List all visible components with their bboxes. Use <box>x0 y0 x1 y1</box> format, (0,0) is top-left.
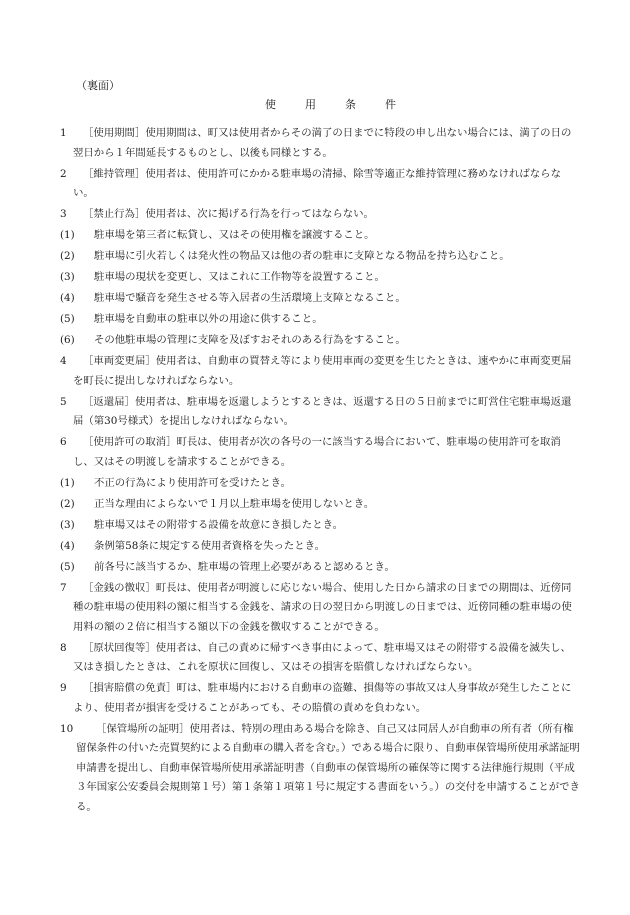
clause-text: 正当な理由によらないで１月以上駐車場を使用しないとき。 <box>94 497 375 510</box>
clause-item <box>60 393 580 432</box>
clause-number: 10 <box>60 722 74 735</box>
clause-text: 駐車場を第三者に転貸し、又はその使用権を譲渡すること。 <box>94 229 375 241</box>
clause-subitem <box>60 289 580 309</box>
clause-text: 町は、駐車場内における自動車の盗難、損傷等の事故又は人身事故が発生したことにより、使用者が損害を受けることがあっても、その賠償の責めを負わない。 <box>73 682 572 714</box>
clause-text: その他駐車場の管理に支障を及ぼすおそれのある行為をすること。 <box>94 334 406 346</box>
clause-subitem <box>60 558 580 578</box>
clause-subitem <box>60 516 580 536</box>
clause-text: 使用者は、自己の責めに帰すべき事由によって、駐車場又はその附帯する設備を滅失し、又はき損したときは、これを原状に回復し、又はその損害を賠償しなければならない。 <box>73 641 571 673</box>
clause-item <box>60 205 580 225</box>
clause-number: (1) <box>60 229 75 241</box>
clause-number: 1 <box>60 127 67 139</box>
clause-number: (6) <box>60 334 75 346</box>
reverse-side-label: （裏面） <box>76 79 120 92</box>
clause-text: 使用者は、駐車場を返還しようとするときは、返還する日の５日前までに町営住宅駐車場返還届（第30号様式）を提出しなければならない。 <box>73 395 572 427</box>
clause-heading: ［返還届］ <box>83 395 135 408</box>
clause-heading: ［原状回復等］ <box>83 641 156 654</box>
clause-number: 6 <box>60 436 67 448</box>
clause-number: 3 <box>60 208 67 220</box>
clause-item <box>60 165 580 204</box>
clause-number: (3) <box>60 518 75 531</box>
clause-heading: ［損害賠償の免責］ <box>83 682 177 694</box>
clause-text: 条例第58条に規定する使用者資格を失ったとき。 <box>94 539 326 552</box>
clause-text: 使用者は、特別の理由ある場合を除き、自己又は同居人が自動車の所有者（所有権留保条件の付いた売買契約による自動車の購入者を含む。）である場合に限り、自動車保管場所使用承諾証明申請書を提出し、自動車保管場所使用承諾証明書（自動車の保管場所の確保等に関する法律施行規則（平成３年国家公安委員会規則第１号）第１条第１項第１号に規定する書面をいう。）の交付を申請することができる。 <box>76 722 580 813</box>
clause-subitem <box>60 537 580 557</box>
clause-text: 町長は、使用者が明渡しに応じない場合、使用した日から請求の日までの期間は、近傍同種の駐車場の使用料の額に相当する金銭を、請求の日の翌日から明渡しの日までは、近傍同種の駐車場の使用料の額の２倍に相当する額以下の金銭を徴収することができる。 <box>73 581 572 633</box>
clause-text: 使用期間は、町又は使用者からその満了の日までに特段の申し出ない場合には、満了の日の翌日から１年間延長するものとし、以後も同様とする。 <box>73 127 572 159</box>
clause-heading: ［維持管理］ <box>83 167 146 180</box>
clause-text: 町長は、使用者が次の各号の一に該当する場合において、駐車場の使用許可を取消し、又はその明渡しを請求することができる。 <box>73 436 561 468</box>
clause-list <box>60 124 580 819</box>
clause-text: 駐車場に引火若しくは発火性の物品又は他の者の駐車に支障となる物品を持ち込むこと。 <box>94 250 510 262</box>
clause-subitem <box>60 495 580 515</box>
clause-item <box>60 720 580 818</box>
clause-subitem <box>60 247 580 267</box>
clause-subitem <box>60 474 580 494</box>
clause-subitem <box>60 268 580 288</box>
clause-number: 5 <box>60 395 67 408</box>
clause-number: 2 <box>60 167 67 180</box>
clause-number: (5) <box>60 560 75 573</box>
clause-text: 不正の行為により使用許可を受けたとき。 <box>94 476 292 489</box>
clause-number: 7 <box>60 581 67 594</box>
clause-text: 使用者は、使用許可にかかる駐車場の清掃、除雪等適正な維持管理に務めなければならない。 <box>73 167 561 199</box>
clause-subitem <box>60 331 580 351</box>
clause-text: 駐車場又はその附帯する設備を故意にき損したとき。 <box>94 518 343 531</box>
clause-number: 9 <box>60 682 67 694</box>
clause-text: 前各号に該当するか、駐車場の管理上必要があると認めるとき。 <box>94 560 395 573</box>
clause-text: 駐車場を自動車の駐車以外の用途に供すること。 <box>94 313 323 325</box>
clause-subitem <box>60 226 580 246</box>
clause-number: (3) <box>60 271 75 283</box>
clause-heading: ［使用期間］ <box>83 127 146 139</box>
clause-number: (4) <box>60 539 75 552</box>
clause-text: 使用者は、次に掲げる行為を行ってはならない。 <box>145 208 374 220</box>
page-title: 使 用 条 件 <box>265 98 405 111</box>
clause-item <box>60 352 580 391</box>
clause-text: 使用者は、自動車の買替え等により使用車両の変更を生じたときは、速やかに車両変更届を町長に提出しなければならない。 <box>73 355 572 387</box>
clause-item <box>60 579 580 638</box>
clause-heading: ［金銭の徴収］ <box>83 581 156 594</box>
clause-number: (5) <box>60 313 75 325</box>
clause-heading: ［使用許可の取消］ <box>83 436 177 448</box>
clause-number: (2) <box>60 250 75 262</box>
clause-item <box>60 124 580 163</box>
clause-heading: ［保管場所の証明］ <box>96 722 190 735</box>
clause-item <box>60 433 580 472</box>
clause-subitem <box>60 310 580 330</box>
clause-text: 駐車場の現状を変更し、又はこれに工作物等を設置すること。 <box>94 271 385 283</box>
clause-number: (2) <box>60 497 75 510</box>
clause-number: 4 <box>60 355 67 367</box>
clause-item <box>60 639 580 678</box>
clause-number: (1) <box>60 476 75 489</box>
clause-number: (4) <box>60 292 75 304</box>
clause-number: 8 <box>60 641 67 654</box>
clause-heading: ［車両変更届］ <box>83 355 156 367</box>
clause-text: 駐車場で騒音を発生させる等入居者の生活環境上支障となること。 <box>94 292 406 304</box>
clause-item <box>60 679 580 718</box>
clause-heading: ［禁止行為］ <box>83 208 146 220</box>
